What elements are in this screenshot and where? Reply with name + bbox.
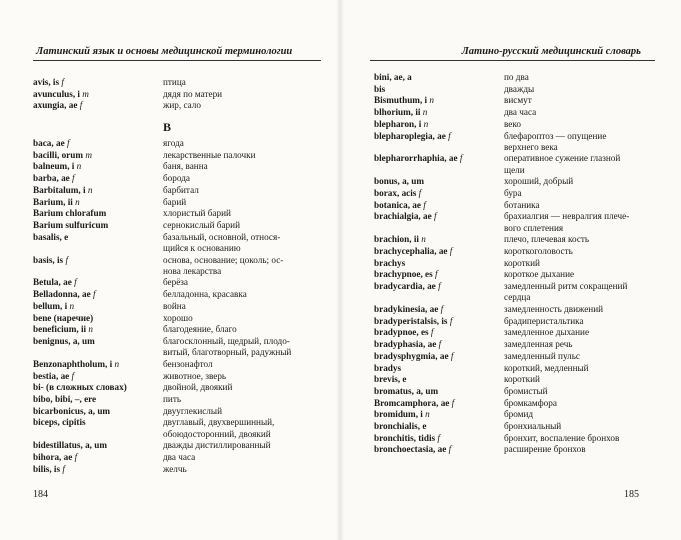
translation-line: замедленность движений xyxy=(504,304,604,314)
gender-mark: n xyxy=(88,324,93,335)
latin-term xyxy=(33,138,70,149)
russian-translation xyxy=(504,188,522,199)
latin-term xyxy=(33,277,77,288)
latin-word: bellum, i xyxy=(33,300,68,311)
translation-line: щели xyxy=(504,164,525,175)
gender-mark: f xyxy=(92,289,96,300)
latin-word: bromidum, i xyxy=(374,409,423,420)
translation-line: дважды дистиллированный xyxy=(163,440,271,451)
russian-translation xyxy=(163,324,237,335)
russian-translation xyxy=(163,277,188,288)
translation-line: хорошо xyxy=(163,312,193,323)
latin-term xyxy=(374,374,407,385)
latin-word: blhorium, ii xyxy=(374,107,421,118)
translation-line: два часа xyxy=(504,107,537,118)
russian-translation xyxy=(163,161,208,172)
russian-translation xyxy=(163,359,213,370)
latin-word: baca, ae xyxy=(33,138,65,148)
latin-term xyxy=(374,176,424,187)
latin-word: brevis, e xyxy=(374,374,407,385)
latin-term xyxy=(33,220,108,231)
latin-word: bradykinesia, ae xyxy=(374,304,439,314)
gender-mark: f xyxy=(438,281,441,292)
translation-line: замедленное дыхание xyxy=(504,327,590,338)
latin-term xyxy=(374,433,440,444)
page-number: 184 xyxy=(33,489,48,500)
translation-line: витый, благотворный, радужный xyxy=(163,347,292,358)
latin-word: Bismuthum, i xyxy=(374,95,428,106)
latin-term xyxy=(33,197,80,208)
latin-term xyxy=(33,185,92,196)
russian-translation xyxy=(504,119,521,130)
translation-line: сердца xyxy=(504,292,531,303)
russian-translation xyxy=(163,301,186,312)
russian-translation xyxy=(163,371,226,382)
latin-term xyxy=(33,324,93,335)
translation-line: блефароптоз — опущение xyxy=(504,130,607,141)
russian-translation xyxy=(163,173,190,184)
latin-term xyxy=(33,150,92,161)
translation-line: бромкамфора xyxy=(504,397,557,408)
latin-word: biceps, cipitis xyxy=(33,417,86,428)
latin-word: bihora, ae xyxy=(33,451,73,462)
latin-word: bibo, bibi, –, ere xyxy=(33,393,97,404)
gender-mark: n xyxy=(425,409,430,420)
latin-word: bromatus, a, um xyxy=(374,385,439,396)
left-page xyxy=(0,0,340,540)
gender-mark: f xyxy=(433,211,437,222)
header-rule xyxy=(33,60,321,61)
latin-term xyxy=(374,363,401,374)
gender-mark: f xyxy=(448,130,451,141)
russian-translation xyxy=(163,336,291,358)
russian-translation xyxy=(504,304,603,315)
translation-line: лекарственные палочки xyxy=(163,149,256,160)
russian-translation xyxy=(163,138,184,149)
gender-mark: f xyxy=(451,397,455,408)
russian-translation xyxy=(504,258,540,269)
russian-translation xyxy=(163,464,187,475)
latin-word: barba, ae xyxy=(33,173,70,184)
latin-term xyxy=(33,371,74,382)
translation-line: благосклонный, щедрый, плодо- xyxy=(163,335,290,346)
latin-term xyxy=(374,398,454,409)
latin-word: bonus, a, um xyxy=(374,176,425,187)
latin-word: bradyphasia, ae xyxy=(374,339,437,350)
gender-mark: f xyxy=(435,269,438,280)
translation-line: бронхиальный xyxy=(504,421,562,431)
gender-mark: m xyxy=(85,149,92,160)
translation-line: двуглавый, двухвершинный, xyxy=(163,417,275,428)
translation-line: животное, зверь xyxy=(163,370,227,381)
latin-term xyxy=(374,119,428,130)
latin-word: bradys xyxy=(374,362,402,373)
gender-mark: f xyxy=(448,444,452,455)
russian-translation xyxy=(163,289,247,300)
russian-translation xyxy=(163,440,271,451)
translation-line: бура xyxy=(504,188,522,198)
russian-translation xyxy=(504,153,620,175)
latin-word: balneum, i xyxy=(33,161,75,172)
latin-word: brachys xyxy=(374,257,406,268)
gender-mark: f xyxy=(62,463,65,474)
russian-translation xyxy=(504,409,533,420)
latin-word: bacilli, orum xyxy=(33,149,84,160)
latin-term xyxy=(33,440,107,451)
translation-line: хлористый барий xyxy=(163,208,231,219)
russian-translation xyxy=(504,316,584,327)
latin-term xyxy=(374,386,438,397)
latin-term xyxy=(33,301,74,312)
translation-line: дважды xyxy=(504,83,535,94)
russian-translation xyxy=(163,232,280,254)
gender-mark: n xyxy=(87,184,93,195)
translation-line: расширение бронхов xyxy=(504,444,586,455)
translation-line: белладонна, красавка xyxy=(163,289,247,300)
translation-line: короткий xyxy=(504,257,540,268)
latin-term xyxy=(374,304,443,315)
latin-term xyxy=(374,72,412,83)
latin-term xyxy=(374,316,452,327)
latin-word: bronchitis, tidis xyxy=(374,432,436,443)
latin-word: avis, is xyxy=(33,77,60,87)
russian-translation xyxy=(504,211,629,233)
translation-line: бронхит, воспаление бронхов xyxy=(504,432,620,443)
latin-word: avunculus, i xyxy=(33,88,80,99)
russian-translation xyxy=(504,234,589,245)
translation-line: птица xyxy=(163,77,186,87)
latin-term xyxy=(33,89,89,100)
latin-word: Bromcamphora, ae xyxy=(374,397,450,408)
translation-line: замедленный ритм сокращений xyxy=(504,281,628,292)
translation-line: двойной, двоякий xyxy=(163,382,233,393)
latin-term xyxy=(374,95,434,106)
latin-term xyxy=(33,452,77,463)
russian-translation xyxy=(504,374,540,385)
gender-mark: n xyxy=(75,196,80,207)
russian-translation xyxy=(504,107,536,118)
russian-translation xyxy=(163,417,274,439)
gender-mark: m xyxy=(82,88,89,99)
header-rule xyxy=(370,60,655,61)
gender-mark: f xyxy=(74,451,78,462)
latin-term xyxy=(374,409,430,420)
latin-term xyxy=(374,421,426,432)
russian-translation xyxy=(163,452,195,463)
latin-term xyxy=(374,200,426,211)
russian-translation xyxy=(504,444,586,455)
translation-line: ботаника xyxy=(504,199,540,210)
russian-translation xyxy=(504,363,589,374)
translation-line: короткий xyxy=(504,374,540,385)
latin-word: bini, ae, a xyxy=(374,72,412,82)
latin-word: bronchialis, e xyxy=(374,421,427,431)
translation-line: короткий, медленный xyxy=(504,362,589,373)
latin-word: bene (наречие) xyxy=(33,312,94,323)
latin-term xyxy=(374,258,405,269)
latin-word: bis xyxy=(374,83,386,94)
translation-line: обоюдосторонний, двоякий xyxy=(163,428,271,439)
russian-translation xyxy=(163,313,193,324)
latin-word: blepharorrhaphia, ae xyxy=(374,153,458,164)
latin-word: borax, acis xyxy=(374,188,417,198)
russian-translation xyxy=(163,255,283,277)
gender-mark: f xyxy=(437,432,440,443)
translation-line: благодеяние, благо xyxy=(163,324,237,335)
latin-word: bestia, ae xyxy=(33,370,70,381)
translation-line: война xyxy=(163,300,186,311)
latin-term xyxy=(33,232,68,243)
gender-mark: n xyxy=(422,107,428,118)
russian-translation xyxy=(504,246,573,257)
russian-translation xyxy=(163,382,232,393)
translation-line: плечо, плечевая кость xyxy=(504,234,590,245)
russian-translation xyxy=(504,84,534,95)
latin-word: bicarbonicus, a, um xyxy=(33,405,111,416)
latin-word: botanica, ae xyxy=(374,199,421,210)
gender-mark: f xyxy=(423,199,426,210)
latin-term xyxy=(374,339,441,350)
gender-mark: f xyxy=(74,277,77,288)
russian-translation xyxy=(504,95,532,106)
translation-line: вого сплетения xyxy=(504,222,564,233)
gender-mark: n xyxy=(76,161,82,172)
translation-line: по два xyxy=(504,72,529,82)
page-number: 185 xyxy=(624,489,639,500)
translation-line: замедленный пульс xyxy=(504,350,580,361)
latin-word: bronchoectasia, ae xyxy=(374,444,447,455)
latin-word: beneficium, ii xyxy=(33,324,87,335)
latin-term xyxy=(374,269,438,280)
russian-translation xyxy=(504,176,573,187)
translation-line: замедленная речь xyxy=(504,339,573,350)
russian-translation xyxy=(163,185,199,196)
translation-line: жир, сало xyxy=(163,100,201,111)
translation-line: брадиперистальтика xyxy=(504,315,584,326)
latin-term xyxy=(374,351,453,362)
latin-term xyxy=(374,211,437,222)
section-letter: B xyxy=(163,120,172,134)
russian-translation xyxy=(163,77,186,88)
translation-line: базальный, основной, относя- xyxy=(163,231,281,242)
russian-translation xyxy=(504,72,529,83)
russian-translation xyxy=(163,394,181,405)
latin-term xyxy=(33,161,81,172)
gender-mark: f xyxy=(61,77,64,87)
translation-line: оперативное сужение глазной xyxy=(504,153,621,164)
latin-word: basalis, e xyxy=(33,231,69,242)
latin-term xyxy=(33,406,110,417)
latin-term xyxy=(33,173,75,184)
latin-term xyxy=(33,255,68,266)
gender-mark: f xyxy=(440,304,444,314)
latin-word: bradyperistalsis, is xyxy=(374,315,448,326)
russian-translation xyxy=(504,269,574,280)
translation-line: висмут xyxy=(504,95,532,106)
gender-mark: f xyxy=(449,246,453,256)
translation-line: бромид xyxy=(504,409,534,420)
latin-term xyxy=(374,327,433,338)
translation-line: основа, основание; цоколь; ос- xyxy=(163,254,284,265)
latin-word: brachycephalia, ae xyxy=(374,246,448,256)
latin-word: Barbitalum, i xyxy=(33,184,86,195)
russian-translation xyxy=(504,421,561,432)
russian-translation xyxy=(504,398,557,409)
latin-word: bradypnoe, es xyxy=(374,327,429,338)
latin-term xyxy=(374,444,451,455)
russian-translation xyxy=(504,200,540,211)
translation-line: два часа xyxy=(163,451,196,462)
russian-translation xyxy=(163,150,256,161)
latin-term xyxy=(374,188,421,199)
russian-translation xyxy=(504,327,589,338)
latin-word: Benzonaphtholum, i xyxy=(33,358,113,369)
latin-term xyxy=(33,464,65,475)
book-spine xyxy=(336,0,344,540)
russian-translation xyxy=(163,100,201,111)
russian-translation xyxy=(504,339,573,350)
running-header: Латино-русский медицинский словарь xyxy=(461,46,641,57)
latin-word: Barium, ii xyxy=(33,196,73,207)
gender-mark: n xyxy=(421,234,426,245)
latin-word: brachialgia, ae xyxy=(374,211,432,222)
latin-term xyxy=(33,359,119,370)
latin-term xyxy=(33,336,95,347)
gender-mark: n xyxy=(69,300,75,311)
gender-mark: f xyxy=(418,188,422,198)
latin-term xyxy=(33,77,64,88)
latin-term xyxy=(374,107,427,118)
latin-term xyxy=(374,246,452,257)
translation-line: ягода xyxy=(163,138,184,148)
russian-translation xyxy=(163,89,222,100)
latin-term xyxy=(374,131,451,142)
translation-line: нова лекарства xyxy=(163,265,222,276)
latin-word: Barium sulfuricum xyxy=(33,219,109,230)
latin-term xyxy=(374,234,426,245)
translation-line: хороший, добрый xyxy=(504,176,574,187)
latin-word: blepharoplegia, ae xyxy=(374,130,446,141)
translation-line: щийся к основанию xyxy=(163,242,241,253)
gender-mark: f xyxy=(459,153,463,164)
russian-translation xyxy=(504,351,580,362)
translation-line: короткое дыхание xyxy=(504,269,575,280)
gender-mark: f xyxy=(449,315,453,326)
latin-word: Betula, ae xyxy=(33,277,72,288)
translation-line: берёза xyxy=(163,277,189,288)
russian-translation xyxy=(163,406,222,417)
translation-line: борода xyxy=(163,173,190,184)
latin-word: bradycardia, ae xyxy=(374,281,436,292)
translation-line: сернокислый барий xyxy=(163,219,240,230)
translation-line: бромистый xyxy=(504,385,548,396)
gender-mark: f xyxy=(438,339,442,350)
russian-translation xyxy=(163,220,240,231)
latin-word: benignus, a, um xyxy=(33,335,95,346)
gender-mark: f xyxy=(72,173,75,184)
gender-mark: n xyxy=(429,95,434,106)
translation-line: дядя по матери xyxy=(163,88,223,99)
translation-line: пить xyxy=(163,393,182,404)
latin-term xyxy=(33,313,93,324)
translation-line: двууглекислый xyxy=(163,405,222,416)
latin-word: bidestillatus, a, um xyxy=(33,440,108,451)
latin-term xyxy=(33,208,106,219)
translation-line: короткоголовость xyxy=(504,246,573,256)
right-page xyxy=(341,0,681,540)
latin-word: bilis, is xyxy=(33,463,61,474)
gender-mark: f xyxy=(430,327,434,338)
latin-word: axungia, ae xyxy=(33,100,78,111)
russian-translation xyxy=(504,131,606,153)
russian-translation xyxy=(504,386,548,397)
translation-line: бензонафтол xyxy=(163,358,213,369)
gender-mark: f xyxy=(79,100,83,111)
latin-term xyxy=(374,153,462,164)
latin-term xyxy=(374,84,385,95)
latin-word: brachion, ii xyxy=(374,234,419,245)
latin-word: bradysphygmia, ae xyxy=(374,350,449,361)
translation-line: барий xyxy=(163,196,187,207)
russian-translation xyxy=(504,281,627,303)
latin-word: blepharon, i xyxy=(374,118,422,129)
latin-term xyxy=(33,100,82,111)
gender-mark: n xyxy=(423,118,429,129)
latin-term xyxy=(33,382,127,393)
latin-term xyxy=(33,417,86,428)
latin-word: bi- (в сложных словах) xyxy=(33,382,127,393)
latin-word: Belladonna, ae xyxy=(33,289,91,300)
gender-mark: n xyxy=(114,358,120,369)
gender-mark: f xyxy=(65,254,68,265)
latin-term xyxy=(33,394,96,405)
latin-term xyxy=(33,289,96,300)
latin-word: basis, is xyxy=(33,254,64,265)
russian-translation xyxy=(504,433,619,444)
translation-line: брахиалгия — невралгия плече- xyxy=(504,211,630,222)
gender-mark: f xyxy=(71,370,75,381)
gender-mark: f xyxy=(66,138,70,148)
latin-term xyxy=(374,281,441,292)
translation-line: желчь xyxy=(163,463,187,474)
russian-translation xyxy=(163,197,186,208)
gender-mark: f xyxy=(450,350,454,361)
running-header: Латинский язык и основы медицинской терминологии xyxy=(36,46,293,57)
translation-line: баня, ванна xyxy=(163,161,208,172)
russian-translation xyxy=(163,208,231,219)
translation-line: верхнего века xyxy=(504,141,558,152)
latin-word: Barium chlorafum xyxy=(33,208,107,219)
translation-line: веко xyxy=(504,118,521,129)
latin-word: brachypnoe, es xyxy=(374,269,433,280)
translation-line: барбитал xyxy=(163,184,199,195)
